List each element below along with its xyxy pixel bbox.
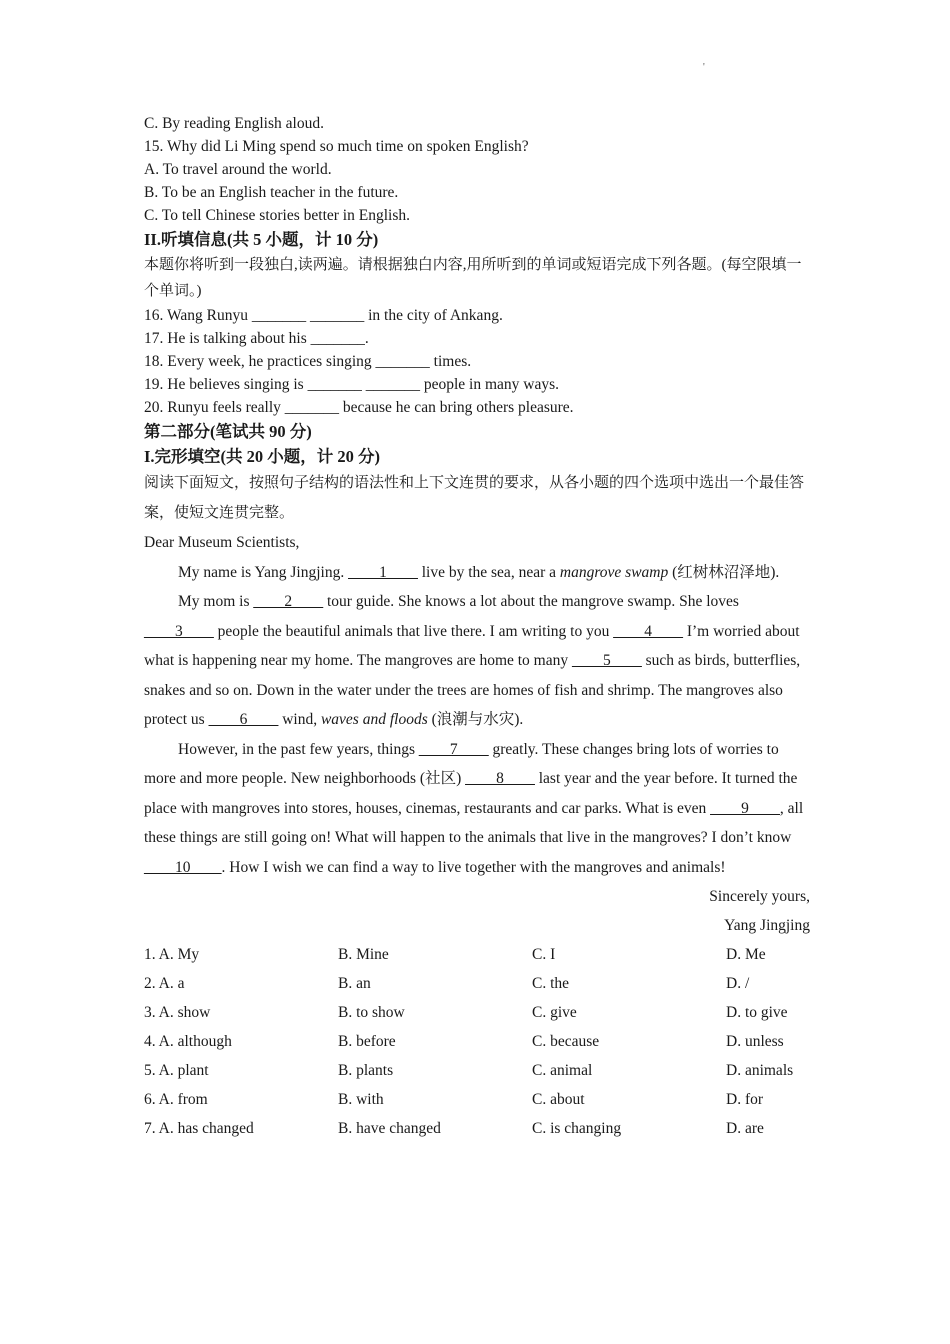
fill-item: 16. Wang Runyu _______ _______ in the city of Ankang. (144, 307, 503, 324)
option-c: C. give (532, 1004, 577, 1021)
option-b: B. an (338, 975, 371, 992)
letter-greeting: Dear Museum Scientists, (144, 534, 300, 551)
blank-3: ____3____ (144, 622, 214, 640)
section-instruction: 本题你将听到一段独白,读两遍。请根据独白内容,用所听到的单词或短语完成下列各题。(每空限填一个单词。) (144, 257, 802, 299)
blank-9: ____9____ (710, 799, 780, 817)
term-mangrove-swamp: mangrove swamp (559, 563, 669, 581)
blank-6: ____6____ (208, 711, 279, 728)
option-a: 7. A. has changed (144, 1120, 254, 1137)
blank-10: ____10____ (144, 858, 222, 876)
cloze-title: I.完形填空(共 20 小题，计 20 分) (144, 447, 381, 466)
letter-paragraph-1: My name is Yang Jingjing. ____1____ live by the sea, near a mangrove swamp (红树林沼泽地). (178, 563, 780, 581)
option-b: B. Mine (338, 946, 389, 963)
option-line: A. To travel around the world. (144, 161, 332, 178)
option-d: D. Me (726, 946, 766, 963)
letter-paragraph-3: However, in the past few years, things ____7____ greatly. These changes bring lots of worries to more and more people. New neighborhoods (社区) ____8____ last year and the year before. It turned the place with mangroves into stores, houses, cinemas, restaurants and car parks. What is even ____9____, all these things are still going on! What will happen to the animals that live in the mangroves? I don’t know ____10____. How I wish we can find a way to live together with the mangroves and animals! (144, 740, 804, 876)
blank-8: ____8____ (465, 770, 535, 787)
cloze-instruction: 阅读下面短文，按照句子结构的语法性和上下文连贯的要求，从各小题的四个选项中选出一个最佳答案，使短文连贯完整。 (144, 475, 805, 521)
question-line: 15. Why did Li Ming spend so much time on spoken English? (144, 138, 529, 155)
option-c: C. animal (532, 1062, 593, 1079)
fill-item: 20. Runyu feels really _______ because he can bring others pleasure. (144, 399, 574, 416)
part1-tail (144, 112, 810, 227)
fill-item: 19. He believes singing is _______ _______ people in many ways. (144, 376, 560, 393)
option-a: 3. A. show (144, 1004, 211, 1021)
option-c: C. the (532, 975, 570, 992)
option-a: 2. A. a (144, 975, 185, 992)
blank-4: ____4____ (613, 622, 683, 640)
option-b: B. with (338, 1091, 384, 1108)
option-d: D. for (726, 1091, 764, 1108)
corner-mark: ' (703, 62, 705, 73)
option-c: C. I (532, 946, 556, 963)
option-d: D. to give (726, 1004, 788, 1021)
option-line: B. To be an English teacher in the future. (144, 184, 399, 201)
option-d: D. are (726, 1120, 764, 1137)
section-title: II.听填信息(共 5 小题，计 10 分) (144, 230, 379, 249)
option-b: B. to show (338, 1004, 405, 1021)
option-a: 4. A. although (144, 1033, 232, 1050)
option-b: B. have changed (338, 1120, 441, 1137)
option-line: C. By reading English aloud. (144, 115, 324, 132)
option-b: B. before (338, 1033, 396, 1050)
letter-paragraph-2: My mom is ____2____ tour guide. She knows a lot about the mangrove swamp. She loves ____3____ people the beautiful animals that live there. I am writing to you ____4____ I’m worried about what is happening near my home. The mangroves are home to many ____5____ such as birds, butterflies, snakes and so on. Down in the water under the trees are homes of fish and shrimp. The mangroves also protect us ____6____ wind, waves and floods (浪潮与水灾). (144, 593, 801, 728)
option-line: C. To tell Chinese stories better in English. (144, 207, 410, 224)
option-a: 5. A. plant (144, 1062, 209, 1079)
blank-1: ____1____ (348, 563, 418, 581)
option-c: C. because (532, 1033, 600, 1050)
fill-item: 18. Every week, he practices singing _______ times. (144, 353, 472, 370)
blank-7: ____7____ (418, 740, 489, 758)
letter-closing: Sincerely yours, (709, 888, 810, 905)
fill-in-items (144, 304, 810, 419)
fill-item: 17. He is talking about his _______. (144, 330, 369, 347)
exam-page (144, 112, 810, 1143)
part-title: 第二部分(笔试共 90 分) (144, 422, 312, 441)
blank-5: ____5____ (572, 652, 642, 669)
option-c: C. is changing (532, 1120, 622, 1137)
option-b: B. plants (338, 1062, 394, 1079)
option-d: D. animals (726, 1062, 794, 1079)
letter-signature: Yang Jingjing (724, 917, 810, 934)
options-table (144, 940, 810, 1143)
term-waves-and-floods: waves and floods (320, 711, 428, 728)
option-a: 6. A. from (144, 1091, 208, 1108)
option-c: C. about (532, 1091, 585, 1108)
option-d: D. / (726, 975, 750, 992)
option-d: D. unless (726, 1033, 784, 1050)
blank-2: ____2____ (253, 593, 324, 610)
option-a: 1. A. My (144, 946, 200, 963)
